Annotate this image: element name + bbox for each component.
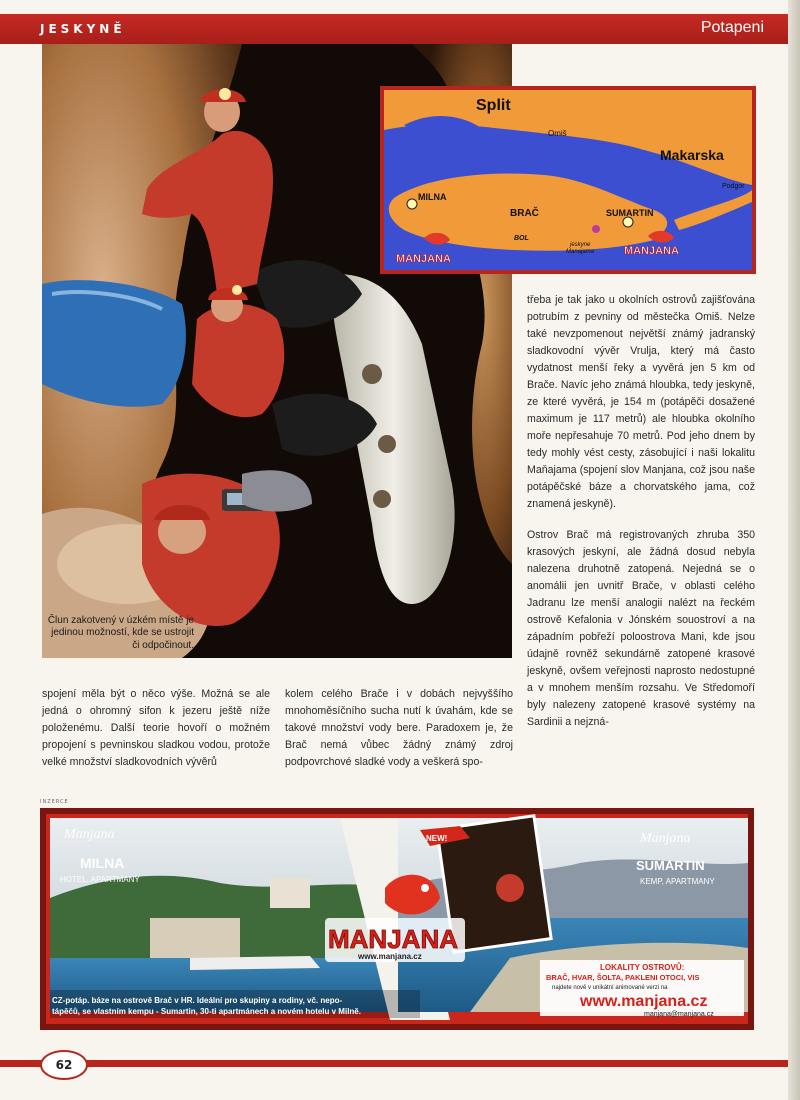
map-label-bol: BOL [514, 235, 529, 242]
map-logo-2: MANJANA [624, 245, 679, 257]
article-paragraph-middle: kolem celého Brače i v dobách nejvyššího mnohoměsíčního sucha nutí k úvahám, kde se takové množství vody bere. Paradoxem je, že Brač nemá vůbec žádný známý zdroj podpovrchové sladké vody a veškerá spo- [285, 688, 513, 768]
ad-lokality-note: najdete nově v unikátní animované verzi na [552, 985, 668, 991]
header-bar [0, 14, 800, 44]
ad-big-url: www.manjana.cz [580, 993, 708, 1010]
map-label-split: Split [476, 97, 511, 114]
ad-label: INZERCE [40, 799, 69, 805]
ad-sumartin-sub: KEMP, APARTMANY [640, 877, 715, 886]
ad-milna: MILNA [80, 855, 125, 871]
ad-lokality-list: BRAČ, HVAR, ŠOLTA, PAKLENI OTOCI, VIS [546, 973, 700, 982]
ad-arc-left: Manjana [64, 827, 115, 842]
manjana-advertisement [40, 808, 754, 1030]
map-label-cave-1: jeskyne [570, 242, 591, 248]
article-column-left [42, 686, 270, 771]
ad-illustration [40, 808, 754, 1030]
article-column-right [527, 292, 755, 731]
ad-arc-right: Manjana [640, 831, 691, 846]
ad-bottom-text-2: tápěčů, se vlastním kempu - Sumartin, 30-ti apartmánech a novém hotelu v Milně. [52, 1007, 361, 1016]
section-title: JESKYNĚ [40, 22, 126, 36]
map-label-brac: BRAČ [510, 208, 539, 219]
ad-email: manjana@manjana.cz [644, 1011, 714, 1018]
ad-milna-sub: HOTEL, APARTMANY [60, 875, 140, 884]
article-paragraph-left: spojení měla být o něco výše. Možná se ale jedná o ohromný sifon k jezeru ještě níže položenému. Další teorie hovoří o možném propojení s pevninskou sladkou vodou, protože velké množství sladkovodních vývěrů [42, 688, 270, 768]
ad-new-badge: NEW! [426, 834, 448, 843]
article-column-middle [285, 686, 513, 771]
article-paragraph-1: třeba je tak jako u okolních ostrovů zajišťována potrubím z pevniny od městečka Omiš. Nelze také nevzpomenout největší známý jadranský sladkovodní vývěr Vrulja, který má často vydatnost menší řeky a vyvěrá jen 5 km od Brače. Navíc jeho známá hloubka, tedy jeskyně, ze které vyvěrá, je 154 m (potápěči dosažené maximum je 117 metrů) ale hloubka okolního moře nepřesahuje 70 metrů. Pod jeho dnem by tedy mohly vést cesty, zásobující i naši lokalitu Maňajama (spojení slov Manjana, což jsou naše potápěčské báze a chorvatského jama, což znamená jeskyně). [527, 294, 755, 510]
map-label-sumartin: SUMARTIN [606, 208, 654, 218]
map-label-milna: MILNA [418, 192, 447, 202]
map-logo-1: MANJANA [396, 253, 451, 265]
brac-island-map [384, 90, 752, 270]
map-label-makarska: Makarska [660, 147, 724, 163]
category-title: Potapeni [700, 19, 764, 36]
page-binding-edge [788, 0, 800, 1100]
article-paragraph-2: Ostrov Brač má registrovaných zhruba 350 krasových jeskyní, ale žádná dosud nebyla nalezena druhotně zatopená. Nejedná se o anomálii jen uvnitř Brače, v oblasti celého Jadranu lze menší analogii nalézt na řeckém ostrově Kefalonia v Jónském souostroví a na západním pobřeží poloostrova Mani, kde jsou údajně rovněž sekundárně zatopené krasové jeskyně, ovšem veřejnosti naprosto nedostupné a v mnohem menším rozsahu. Ve Středomoří byly nalezeny zatopené krasové systémy na Sardinii a nejzná- [527, 529, 755, 728]
map-label-cave-2: Manajama [566, 249, 595, 255]
map-label-podgora: Podgor [722, 183, 745, 190]
ad-lokality-title: LOKALITY OSTROVŮ: [600, 963, 685, 972]
photo-caption: Člun zakotvený v úzkém místě je jedinou možností, kde se ustrojit či odpočinout. [47, 614, 194, 651]
footer-bar [0, 1060, 800, 1067]
ad-bottom-text-1: CZ-potáp. báze na ostrově Brač v HR. Ideální pro skupiny a rodiny, vč. nepo- [52, 996, 343, 1005]
ad-logo-url: www.manjana.cz [358, 952, 422, 961]
ad-logo-text: MANJANA [328, 924, 458, 954]
ad-sumartin: SUMARTIN [636, 858, 705, 873]
map-label-omis: Omiš [548, 129, 567, 138]
page-number: 62 [40, 1050, 88, 1080]
map-inset [380, 86, 756, 274]
